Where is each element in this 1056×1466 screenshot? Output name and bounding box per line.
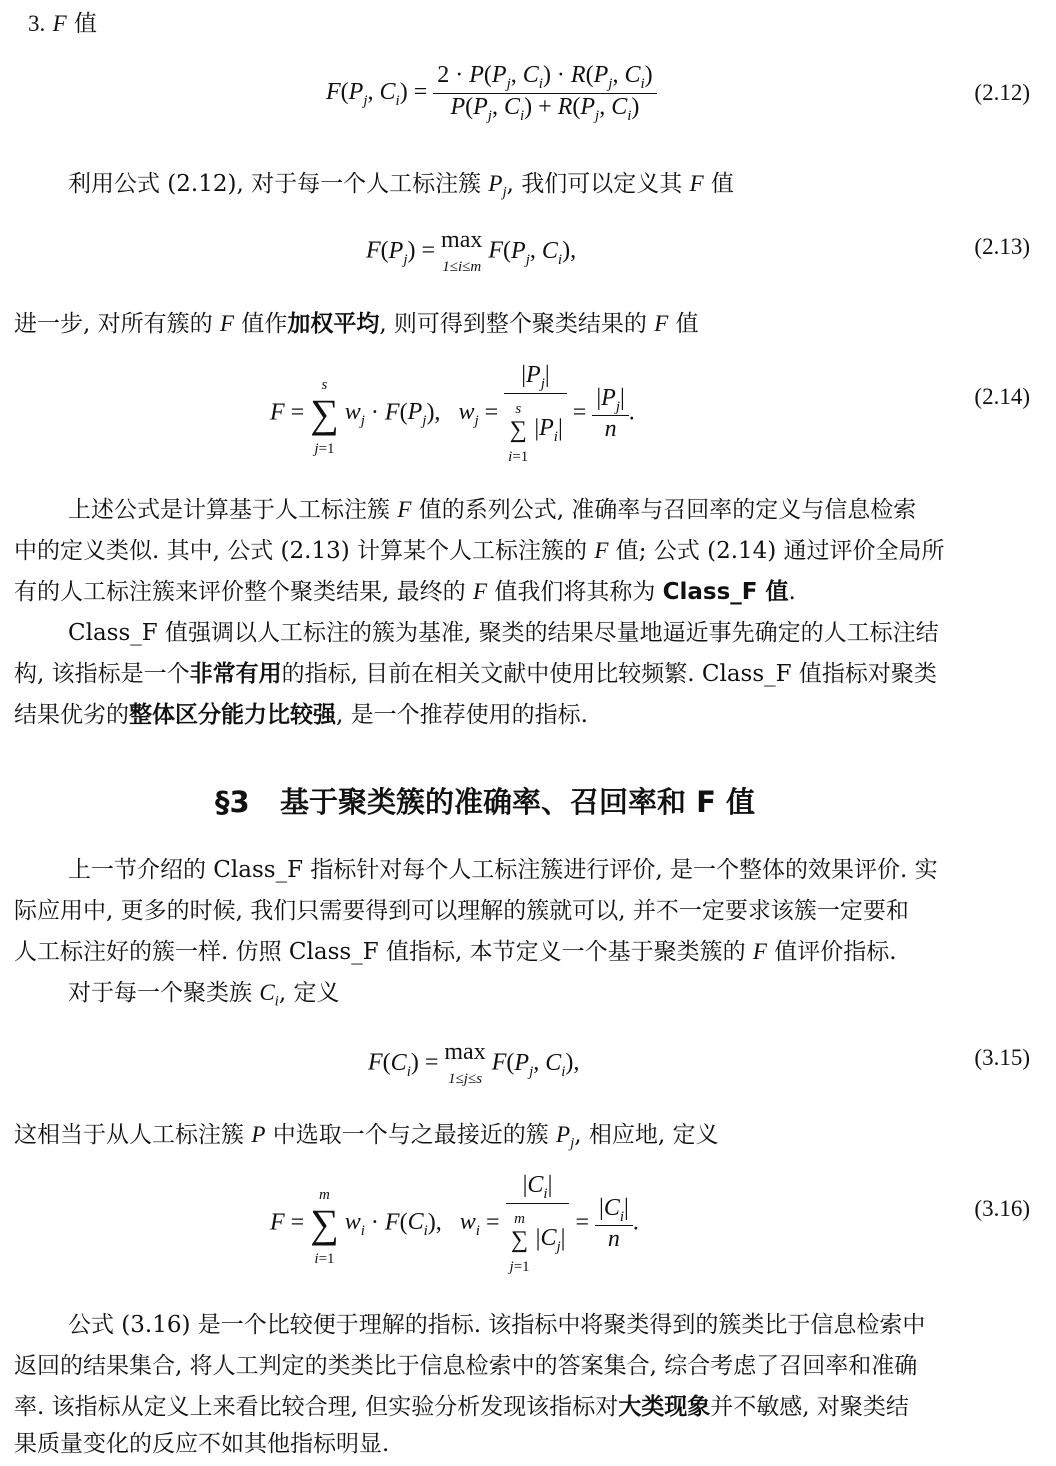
equation-number: (2.12) [974, 80, 1030, 105]
equation-2-12: $F(P_j$, $C_i$) = $\frac{2 \cdot P(P_j, C_i) \cdot R(P_j, C_i)}{P(P_j, C_i) + R(P_j, C_i)}$ [326, 62, 657, 125]
equation-2-14: F = s ∑ j=1 $w_j \cdot F(P_j)$, $w_j$ = $|P_j|$ s ∑ i=1 $|P_i|$ = $\frac{|P_j|}{n}$ . [270, 362, 635, 465]
paragraph-8-line-1: 公式 (3.16) 是一个比较便于理解的指标. 该指标中将聚类得到的簇类比于信息检索中 [68, 1312, 926, 1338]
paragraph-3-line-3: 有的人工标注簇来评价整个聚类结果, 最终的 F 值我们将其称为 Class_F 值. [14, 579, 796, 605]
paragraph-5-line-3: 人工标注好的簇一样. 仿照 Class_F 值指标, 本节定义一个基于聚类簇的 F 值评价指标. [14, 939, 897, 965]
equation-number: (2.13) [974, 234, 1030, 259]
paragraph-6: 对于每一个聚类族 $C_i$, 定义 [68, 980, 340, 1010]
paragraph-3-line-2: 中的定义类似. 其中, 公式 (2.13) 计算某个人工标注簇的 F 值; 公式 (2.14) 通过评价全局所 [14, 538, 945, 564]
paragraph-8-line-2: 返回的结果集合, 将人工判定的类类比于信息检索中的答案集合, 综合考虑了召回率和准确 [14, 1353, 918, 1379]
paragraph-3-line-1: 上述公式是计算基于人工标注簇 F 值的系列公式, 准确率与召回率的定义与信息检索 [68, 497, 917, 523]
paragraph-8-line-4: 果质量变化的反应不如其他指标明显. [14, 1431, 390, 1457]
paragraph-2: 进一步, 对所有簇的 F 值作加权平均, 则可得到整个聚类结果的 F 值 [14, 311, 699, 337]
paragraph-5-line-1: 上一节介绍的 Class_F 指标针对每个人工标注簇进行评价, 是一个整体的效果评价. 实 [68, 857, 938, 883]
paragraph-5-line-2: 际应用中, 更多的时候, 我们只需要得到可以理解的簇就可以, 并不一定要求该簇一定要和 [14, 898, 909, 924]
equation-number: (2.14) [974, 384, 1030, 409]
paragraph-7: 这相当于从人工标注簇 P 中选取一个与之最接近的簇 $P_j$, 相应地, 定义 [14, 1122, 719, 1152]
equation-3-15: $F(C_i) = \max$ 1≤j≤s $F(P_j$, $C_i$), [368, 1039, 580, 1087]
item-heading: 3. F 值 [28, 11, 97, 37]
equation-number: (3.15) [974, 1045, 1030, 1070]
equation-2-13: $F(P_j) = \max$ 1≤i≤m $F(P_j$, $C_i$), [366, 227, 577, 275]
section-heading: §3 基于聚类簇的准确率、召回率和 F 值 [215, 785, 755, 819]
equation-number: (3.16) [974, 1196, 1030, 1221]
paragraph-1: 利用公式 (2.12), 对于每一个人工标注簇 $P_j$, 我们可以定义其 F 值 [68, 171, 734, 201]
paragraph-8-line-3: 率. 该指标从定义上来看比较合理, 但实验分析发现该指标对大类现象并不敏感, 对聚类结 [14, 1394, 909, 1420]
paragraph-4-line-1: Class_F 值强调以人工标注的簇为基准, 聚类的结果尽量地逼近事先确定的人工标注结 [68, 620, 939, 646]
equation-3-16: F = m ∑ i=1 $w_i \cdot F(C_i)$, $w_i$ = $|C_i|$ m ∑ j=1 $|C_j|$ = $\frac{|C_i|}{n}$ . [270, 1172, 639, 1275]
paragraph-4-line-3: 结果优劣的整体区分能力比较强, 是一个推荐使用的指标. [14, 702, 588, 728]
paragraph-4-line-2: 构, 该指标是一个非常有用的指标, 目前在相关文献中使用比较频繁. Class_F 值指标对聚类 [14, 661, 937, 687]
